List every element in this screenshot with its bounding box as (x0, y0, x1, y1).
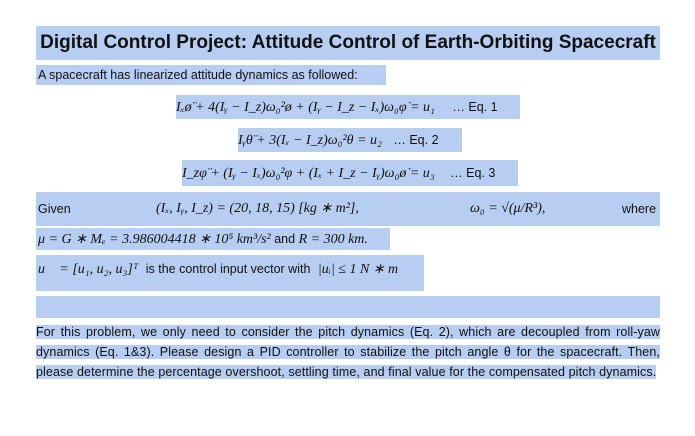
equation-2-expr: Iᵧθ̈ + 3(Iₓ − I_z)ω₀²θ = u₂ (238, 133, 382, 148)
mu-line (36, 228, 390, 250)
given-line (36, 192, 660, 226)
intro-text: A spacecraft has linearized attitude dynamics as followed: (36, 65, 386, 85)
equation-2 (238, 128, 462, 152)
equation-3 (182, 160, 518, 186)
blank-line (36, 296, 660, 318)
problem-paragraph-text: For this problem, we only need to consider the pitch dynamics (Eq. 2), which are decoupled from roll-yaw dynamics (Eq. 1&3). Please design a PID controller to stabilize the pitch angle θ for the spacecraft. Then, please determine the percentage overshoot, settling time, and final value for the compensated pitch dynamics. (36, 325, 660, 379)
where-text: where (622, 202, 657, 216)
problem-paragraph (36, 322, 660, 382)
omega-definition: ω₀ = √(μ/R³), (470, 201, 546, 216)
equation-3-expr: I_zφ̈ + (Iᵧ − Iₓ)ω₀²φ + (Iₓ + I_z − Iᵧ)ω₀ø̇ = u₃ (182, 166, 435, 181)
equation-1-tag: … Eq. 1 (452, 100, 498, 114)
control-bound: |uᵢ| ≤ 1 N ∗ m (317, 262, 399, 277)
inertia-values: (Iₓ, Iᵧ, I_z) = (20, 18, 15) [kg ∗ m²], (156, 201, 359, 216)
equation-1-expr: Iₓø̈ + 4(Iᵧ − I_z)ω₀²ø + (Iᵧ − I_z − Iₓ)ω₀φ̇ = u₁ (176, 100, 435, 115)
mu-expression: μ = G ∗ Mₑ = 3.986004418 ∗ 10⁵ km³/s² (38, 232, 271, 247)
given-label: Given (38, 202, 71, 216)
equation-1 (176, 95, 520, 119)
radius-value: R = 300 km. (298, 232, 368, 247)
equation-2-tag: … Eq. 2 (393, 133, 439, 147)
control-input-line (36, 255, 424, 291)
control-vector: u⃗ = [u₁, u₂, u₃]ᵀ (38, 262, 139, 277)
page-title: Digital Control Project: Attitude Control of Earth-Orbiting Spacecraft (36, 26, 660, 60)
control-input-text: is the control input vector with (145, 262, 311, 276)
equation-3-tag: … Eq. 3 (450, 166, 496, 180)
and-text: and (274, 232, 296, 246)
